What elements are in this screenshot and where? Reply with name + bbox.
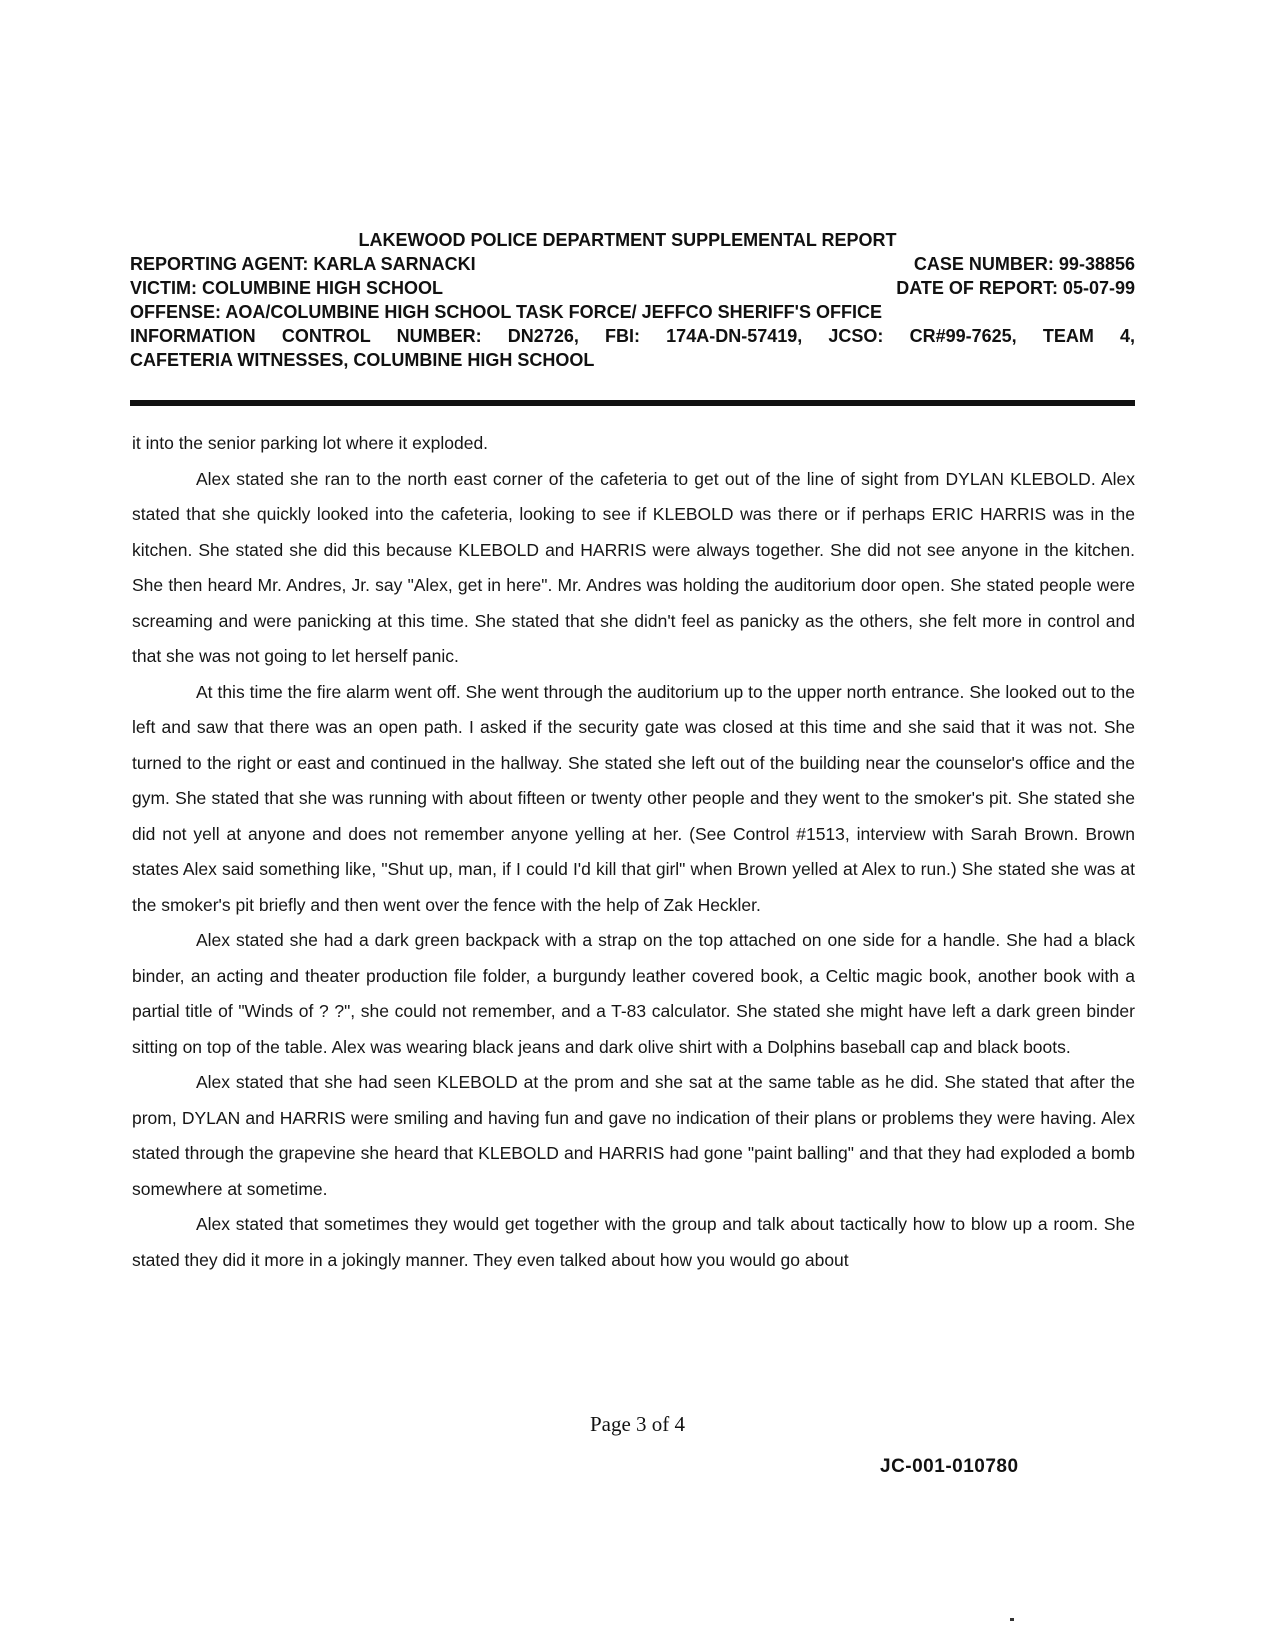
paragraph: Alex stated that sometimes they would get together with the group and talk about tactically how to blow up a room. She stated they did it more in a jokingly manner. They even talked about how you would go about <box>132 1214 1135 1270</box>
paragraph: Alex stated she ran to the north east corner of the cafeteria to get out of the line of sight from DYLAN KLEBOLD. Alex stated that she quickly looked into the cafeteria, looking to see if KLEBOLD was there or if perhaps ERIC HARRIS was in the kitchen. She stated she did this because KLEBOLD and HARRIS were always together. She did not see anyone in the kitchen. She then heard Mr. Andres, Jr. say "Alex, get in here". Mr. Andres was holding the auditorium door open. She stated people were screaming and were panicking at this time. She stated that she didn't feel as panicky as the others, she felt more in control and that she was not going to let herself panic. <box>132 468 1135 666</box>
reporting-agent: REPORTING AGENT: KARLA SARNACKI <box>130 254 476 274</box>
paragraph: At this time the fire alarm went off. She went through the auditorium up to the upper north entrance. She looked out to the left and saw that there was an open path. I asked if the security gate was closed at this time and she said that it was not. She turned to the right or east and continued in the hallway. She stated she left out of the building near the counselor's office and the gym. She stated that she was running with about fifteen or twenty other people and they went to the smoker's pit. She stated she did not yell at anyone and does not remember anyone yelling at her. (See Control #1513, interview with Sarah Brown. Brown states Alex said something like, "Shut up, man, if I could I'd kill that girl" when Brown yelled at Alex to run.) She stated she was at the smoker's pit briefly and then went over the fence with the help of Zak Heckler. <box>132 681 1135 915</box>
paragraph: it into the senior parking lot where it exploded. <box>132 433 489 453</box>
paragraph: Alex stated she had a dark green backpack with a strap on the top attached on one side for a handle. She had a black binder, an acting and theater production file folder, a burgundy leather covered book, a Celtic magic book, another book with a partial title of "Winds of ? ?", she could not remember, and a T-83 calculator. She stated she might have left a dark green binder sitting on top of the table. Alex was wearing black jeans and dark olive shirt with a Dolphins baseball cap and black boots. <box>132 930 1135 1057</box>
information-control-continued: CAFETERIA WITNESSES, COLUMBINE HIGH SCHOOL <box>130 350 595 370</box>
scan-speck <box>1010 1618 1014 1621</box>
case-number: CASE NUMBER: 99-38856 <box>913 254 1135 274</box>
victim: VICTIM: COLUMBINE HIGH SCHOOL <box>130 278 443 298</box>
header-row-agent <box>130 252 1135 276</box>
information-control-number: INFORMATION CONTROL NUMBER: DN2726, FBI: 174A-DN-57419, JCSO: CR#99-7625, TEAM 4, <box>130 326 1135 346</box>
report-header <box>130 228 1135 372</box>
page-number: Page 3 of 4 <box>589 1412 686 1436</box>
paragraph: Alex stated that she had seen KLEBOLD at the prom and she sat at the same table as he did. She stated that after the prom, DYLAN and HARRIS were smiling and having fun and gave no indication of their plans or problems they were having. Alex stated through the grapevine she heard that KLEBOLD and HARRIS had gone "paint balling" and that they had exploded a bomb somewhere at sometime. <box>132 1072 1135 1199</box>
date-of-report: DATE OF REPORT: 05-07-99 <box>896 278 1135 298</box>
offense: OFFENSE: AOA/COLUMBINE HIGH SCHOOL TASK FORCE/ JEFFCO SHERIFF'S OFFICE <box>130 302 882 322</box>
report-title: LAKEWOOD POLICE DEPARTMENT SUPPLEMENTAL REPORT <box>358 230 897 250</box>
document-id: JC-001-010780 <box>880 1456 1019 1477</box>
report-body <box>132 426 1135 1278</box>
header-row-victim <box>130 276 1135 300</box>
header-divider <box>130 400 1135 406</box>
